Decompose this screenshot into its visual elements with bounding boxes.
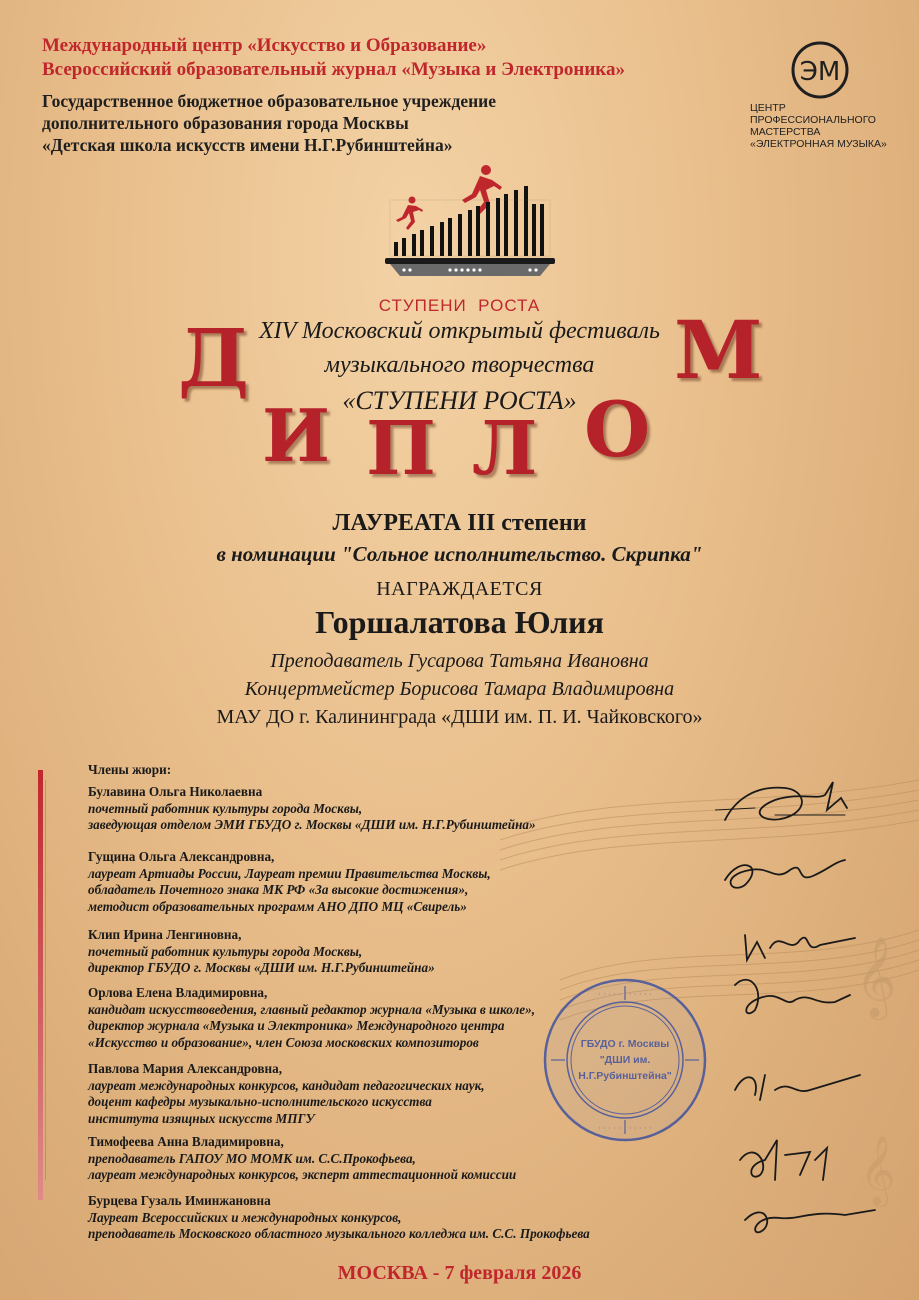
jury-member-desc: заведующая отделом ЭМИ ГБУДО г. Москвы «ДШИ им. Н.Г.Рубинштейна»	[88, 817, 536, 832]
jury-member-desc: института изящных искусств МПГУ	[88, 1110, 315, 1126]
jury-member-desc: доцент кафедры музыкально-исполнительского искусства	[88, 1094, 432, 1109]
em-monogram: ЭМ	[799, 57, 841, 87]
jury-member-name: Орлова Елена Владимировна,	[88, 985, 268, 1000]
footer-place-date: МОСКВА - 7 февраля 2026	[337, 1262, 582, 1284]
diploma-letter-m: М	[674, 303, 763, 397]
jury-member-desc: почетный работник культуры города Москвы,	[88, 800, 363, 816]
jury-member	[88, 985, 535, 1051]
org-international-center: Международный центр «Искусство и Образование»	[42, 35, 487, 56]
jury-member-desc: обладатель Почетного знака МК РФ «За высокие достижения»,	[88, 882, 469, 897]
jury-member-desc: преподаватель ГАПОУ МО МОМК им. С.С.Прокофьева,	[88, 1150, 416, 1166]
left-red-bar	[38, 770, 43, 1200]
accompanist-line: Концертмейстер Борисова Тамара Владимировна	[244, 678, 675, 700]
jury-member-name: Гущина Ольга Александровна,	[88, 849, 275, 864]
svg-text:· · · · · · · · · · ·: · · · · · · · · · · ·	[598, 1124, 652, 1133]
em-logo-line: ПРОФЕССИОНАЛЬНОГО	[750, 114, 876, 126]
diploma-letter-o: О	[584, 385, 651, 474]
festival-title-line3: «СТУПЕНИ РОСТА»	[342, 386, 577, 415]
jury-member-name: Клип Ирина Ленгиновна,	[88, 927, 242, 942]
signature-2	[725, 860, 845, 888]
svg-text:· · · · · · · · · · ·: · · · · · · · · · · ·	[598, 990, 652, 999]
signature-4	[735, 980, 850, 1014]
em-logo-line: МАСТЕРСТВА	[750, 126, 821, 138]
jury-member-desc: директор журнала «Музыка и Электроника» Международного центра	[88, 1018, 505, 1033]
festival-title-line2: музыкального творчества	[324, 352, 595, 378]
em-logo-text	[750, 102, 887, 150]
jury-member	[88, 1134, 516, 1184]
teacher-line: Преподаватель Гусарова Татьяна Ивановна	[270, 650, 649, 672]
jury-heading: Члены жюри:	[88, 762, 172, 777]
diploma-letter-p: П	[366, 406, 436, 492]
festival-title-line1: XIV Московский открытый фестиваль	[259, 318, 660, 344]
jury-member-desc: директор ГБУДО г. Москвы «ДШИ им. Н.Г.Рубинштейна»	[88, 960, 435, 975]
svg-text:𝄞: 𝄞	[855, 935, 897, 1017]
stamp-text-line: Н.Г.Рубинштейна"	[578, 1070, 672, 1082]
em-logo-line: ЦЕНТР	[750, 102, 786, 114]
school-line: МАУ ДО г. Калининграда «ДШИ им. П. И. Чайковского»	[216, 706, 703, 728]
jury-member	[88, 784, 536, 834]
festival-logo-icon	[380, 160, 560, 290]
jury-member-desc: лауреат Артиады России, Лауреат премии Правительства Москвы,	[88, 865, 491, 881]
official-stamp-icon	[540, 975, 710, 1145]
jury-member-desc: методист образовательных программ АНО ДПО МЦ «Свирель»	[88, 898, 467, 914]
jury-member-desc: преподаватель Московского областного музыкального колледжа им. С.С. Прокофьева	[88, 1226, 590, 1241]
org-school-line2: дополнительного образования города Москвы	[42, 113, 409, 133]
jury-member-name: Булавина Ольга Николаевна	[88, 784, 263, 799]
jury-member-name: Тимофеева Анна Владимировна,	[88, 1134, 284, 1149]
jury-member-desc: «Искусство и образование», член Союза московских композиторов	[88, 1034, 479, 1050]
jury-member	[88, 927, 435, 977]
org-school-line3: «Детская школа искусств имени Н.Г.Рубинштейна»	[42, 135, 453, 155]
org-school-line1: Государственное бюджетное образовательное учреждение	[42, 91, 497, 111]
jury-signatures	[715, 770, 885, 1240]
jury-member-desc: лауреат международных конкурсов, эксперт аттестационной комиссии	[88, 1167, 517, 1182]
diploma-letter-d: Д	[178, 311, 250, 405]
jury-member-desc: почетный работник культуры города Москвы,	[88, 943, 363, 959]
diploma-letter-i: И	[262, 393, 331, 478]
signature-3	[745, 935, 855, 960]
jury-member-name: Бурцева Гузаль Иминжановна	[88, 1193, 271, 1208]
jury-member-name: Павлова Мария Александровна,	[88, 1061, 283, 1076]
stamp-text-line: "ДШИ им.	[599, 1054, 651, 1066]
jury-member-desc: лауреат международных конкурсов, кандидат педагогических наук,	[88, 1077, 485, 1093]
em-logo-line: «ЭЛЕКТРОННАЯ МУЗЫКА»	[750, 138, 887, 150]
award-nomination: в номинации "Сольное исполнительство. Скрипка"	[216, 542, 703, 566]
jury-member-desc: кандидат искусствоведения, главный редактор журнала «Музыка в школе»,	[88, 1001, 535, 1017]
signature-7	[745, 1210, 875, 1232]
award-degree: ЛАУРЕАТА III степени	[332, 510, 587, 536]
jury-member-desc: Лауреат Всероссийских и международных конкурсов,	[88, 1209, 402, 1225]
org-journal: Всероссийский образовательный журнал «Музыка и Электроника»	[42, 59, 625, 80]
left-thin-line	[45, 780, 46, 1180]
jury-member	[88, 849, 491, 915]
recipient-name: Горшалатова Юлия	[315, 604, 604, 640]
signature-5	[735, 1075, 860, 1100]
em-logo-icon	[780, 36, 860, 104]
signature-1-underline	[715, 808, 845, 815]
festival-logo-caption: СТУПЕНИ РОСТА	[378, 296, 541, 315]
jury-member	[88, 1193, 590, 1243]
signature-6	[740, 1140, 827, 1180]
diploma-letter-l: Л	[472, 406, 538, 492]
stamp-text-line: ГБУДО г. Москвы	[580, 1038, 670, 1050]
award-awarded-label: НАГРАЖДАЕТСЯ	[376, 578, 543, 600]
signature-1	[725, 782, 847, 820]
svg-text:𝄞: 𝄞	[860, 1135, 896, 1205]
jury-member	[88, 1061, 485, 1127]
